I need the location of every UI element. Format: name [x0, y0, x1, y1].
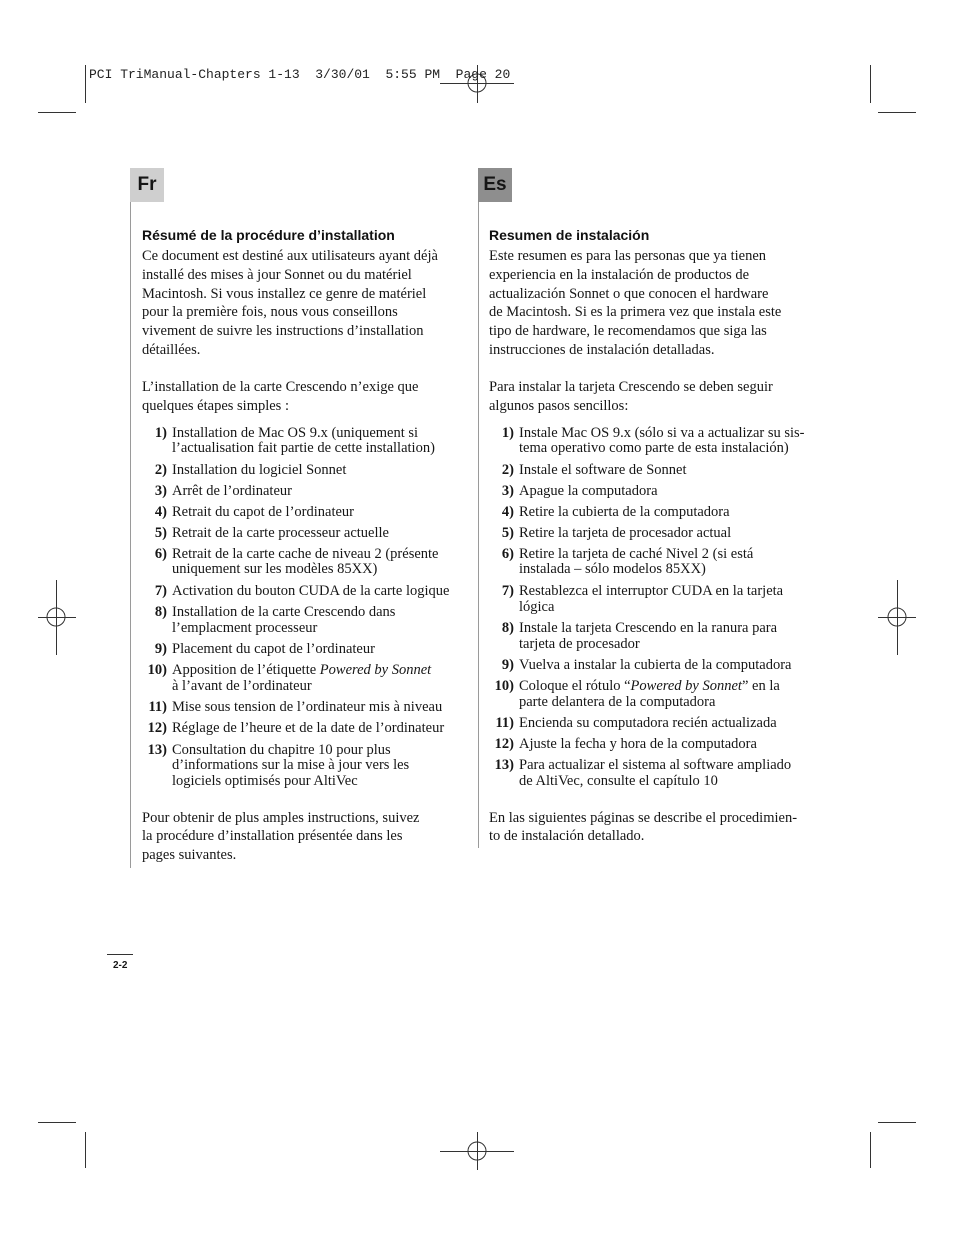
registration-mark-right	[878, 580, 916, 655]
step-text: Installation de Mac OS 9.x (uniquement si	[172, 425, 419, 441]
step-number: 10)	[494, 678, 514, 694]
step-number: 2)	[501, 462, 514, 478]
step-number: 7)	[154, 583, 167, 599]
paragraph-line: actualización Sonnet o que conocen el hardware	[489, 286, 769, 302]
paragraph-line: instrucciones de instalación detalladas.	[489, 342, 715, 358]
step-number: 5)	[501, 525, 514, 541]
step-text: Retire la tarjeta de procesador actual	[519, 525, 732, 541]
step-number: 3)	[501, 483, 514, 499]
step-number: 3)	[154, 483, 167, 499]
step-text: Retrait de la carte cache de niveau 2 (présente	[172, 546, 439, 562]
step-number: 9)	[501, 657, 514, 673]
paragraph-line: détaillées.	[142, 342, 201, 358]
step-text: tema operativo como parte de esta instalación)	[519, 440, 789, 456]
step-text: Instale Mac OS 9.x (sólo si va a actualizar su sis-	[519, 425, 805, 441]
page-number-rule	[107, 954, 133, 955]
step-text: Installation de la carte Crescendo dans	[172, 604, 396, 620]
step-text: Installation du logiciel Sonnet	[172, 462, 347, 478]
step-text: Consultation du chapitre 10 pour plus	[172, 742, 391, 758]
step-text: l’actualisation fait partie de cette installation)	[172, 440, 435, 456]
step-text: Para actualizar el sistema al software ampliado	[519, 757, 792, 773]
step-text: Retire la tarjeta de caché Nivel 2 (si está	[519, 546, 754, 562]
column-rule-spanish	[478, 202, 479, 848]
step-number: 13)	[494, 757, 514, 773]
french-column	[142, 0, 462, 900]
paragraph-line: experiencia en la instalación de productos de	[489, 267, 750, 283]
product-label-name: Powered by Sonnet	[630, 678, 742, 694]
registration-mark-bottom	[440, 1132, 514, 1170]
paragraph-line: En las siguientes páginas se describe el procedimien-	[489, 810, 798, 826]
step-text-segment: Apposition de l’étiquette	[172, 662, 320, 678]
product-label-name: Powered by Sonnet	[319, 662, 432, 678]
print-slug: PCI TriManual-Chapters 1-13 3/30/01 5:55 PM Page 20	[89, 67, 511, 82]
step-text: Activation du bouton CUDA de la carte logique	[172, 583, 450, 599]
step-text: Ajuste la fecha y hora de la computadora	[519, 736, 757, 752]
step-text: Mise sous tension de l’ordinateur mis à niveau	[172, 699, 443, 715]
step-text: l’emplacment processeur	[172, 620, 318, 636]
step-number: 11)	[148, 699, 167, 715]
paragraph-line: Ce document est destiné aux utilisateurs ayant déjà	[142, 248, 438, 264]
step-number: 1)	[154, 425, 167, 441]
step-number: 1)	[501, 425, 514, 441]
language-tab-spanish: Es	[478, 168, 512, 202]
step-text: Apague la computadora	[519, 483, 658, 499]
section-heading: Resumen de instalación	[489, 227, 650, 243]
step-text-segment: Coloque el rótulo “	[519, 678, 631, 694]
step-text: instalada – sólo modelos 85XX)	[519, 561, 706, 577]
step-number: 7)	[501, 583, 514, 599]
paragraph-line: Para instalar la tarjeta Crescendo se deben seguir	[489, 379, 773, 395]
paragraph-line: Pour obtenir de plus amples instructions, suivez	[142, 810, 420, 826]
step-number: 12)	[147, 720, 167, 736]
step-text: Instale el software de Sonnet	[519, 462, 687, 478]
crop-mark-top-right	[871, 65, 917, 113]
paragraph-line: algunos pasos sencillos:	[489, 398, 629, 414]
page-number: 2-2	[113, 960, 128, 971]
step-number: 11)	[495, 715, 514, 731]
spanish-column	[489, 0, 809, 900]
step-text: d’informations sur la mise à jour vers les	[172, 757, 410, 773]
paragraph-line: pour la première fois, nous vous conseillons	[142, 304, 398, 320]
paragraph-line: installé des mises à jour Sonnet ou du matériel	[142, 267, 412, 283]
paragraph-line: Macintosh. Si vous installez ce genre de matériel	[142, 286, 427, 302]
step-text: Retire la cubierta de la computadora	[519, 504, 730, 520]
step-text-segment: ” en la	[741, 678, 780, 694]
step-text: Encienda su computadora recién actualizada	[519, 715, 777, 731]
step-number: 6)	[154, 546, 167, 562]
step-text: à l’avant de l’ordinateur	[172, 678, 312, 694]
step-number: 4)	[154, 504, 167, 520]
paragraph-line: de Macintosh. Si es la primera vez que instala este	[489, 304, 782, 320]
paragraph-line: vivement de suivre les instructions d’installation	[142, 323, 424, 339]
paragraph-line: Este resumen es para las personas que ya tienen	[489, 248, 767, 264]
crop-mark-bottom-right	[871, 1123, 917, 1169]
step-number: 12)	[494, 736, 514, 752]
step-text: Arrêt de l’ordinateur	[172, 483, 292, 499]
step-text: Placement du capot de l’ordinateur	[172, 641, 375, 657]
step-text: Vuelva a instalar la cubierta de la computadora	[519, 657, 792, 673]
paragraph-line: L’installation de la carte Crescendo n’exige que	[142, 379, 419, 395]
step-text: Restablezca el interruptor CUDA en la tarjeta	[519, 583, 784, 599]
step-number: 5)	[154, 525, 167, 541]
crop-mark-bottom-left	[38, 1123, 86, 1169]
step-number: 6)	[501, 546, 514, 562]
step-number: 8)	[501, 620, 514, 636]
paragraph-line: la procédure d’installation présentée dans les	[142, 828, 403, 844]
language-tab-french: Fr	[130, 168, 164, 202]
step-number: 8)	[154, 604, 167, 620]
column-rule-french	[130, 202, 131, 868]
step-number: 2)	[154, 462, 167, 478]
crop-mark-top-left	[38, 65, 86, 113]
paragraph-line: tipo de hardware, le recomendamos que siga las	[489, 323, 767, 339]
step-text: logiciels optimisés pour AltiVec	[172, 773, 358, 789]
paragraph-line: quelques étapes simples :	[142, 398, 289, 414]
step-text: Retrait de la carte processeur actuelle	[172, 525, 389, 541]
registration-mark-left	[38, 580, 76, 655]
paragraph-line: pages suivantes.	[142, 847, 237, 863]
step-text: Instale la tarjeta Crescendo en la ranura para	[519, 620, 778, 636]
step-number: 9)	[154, 641, 167, 657]
step-text: lógica	[519, 599, 555, 615]
step-text: uniquement sur les modèles 85XX)	[172, 561, 378, 577]
step-number: 13)	[147, 742, 167, 758]
step-text: parte delantera de la computadora	[519, 694, 716, 710]
step-text: Retrait du capot de l’ordinateur	[172, 504, 354, 520]
paragraph-line: to de instalación detallado.	[489, 828, 645, 844]
step-number: 10)	[147, 662, 167, 678]
step-text: tarjeta de procesador	[519, 636, 640, 652]
step-text: Réglage de l’heure et de la date de l’ordinateur	[172, 720, 445, 736]
step-text: de AltiVec, consulte el capítulo 10	[519, 773, 718, 789]
section-heading: Résumé de la procédure d’installation	[142, 227, 395, 243]
step-number: 4)	[501, 504, 514, 520]
